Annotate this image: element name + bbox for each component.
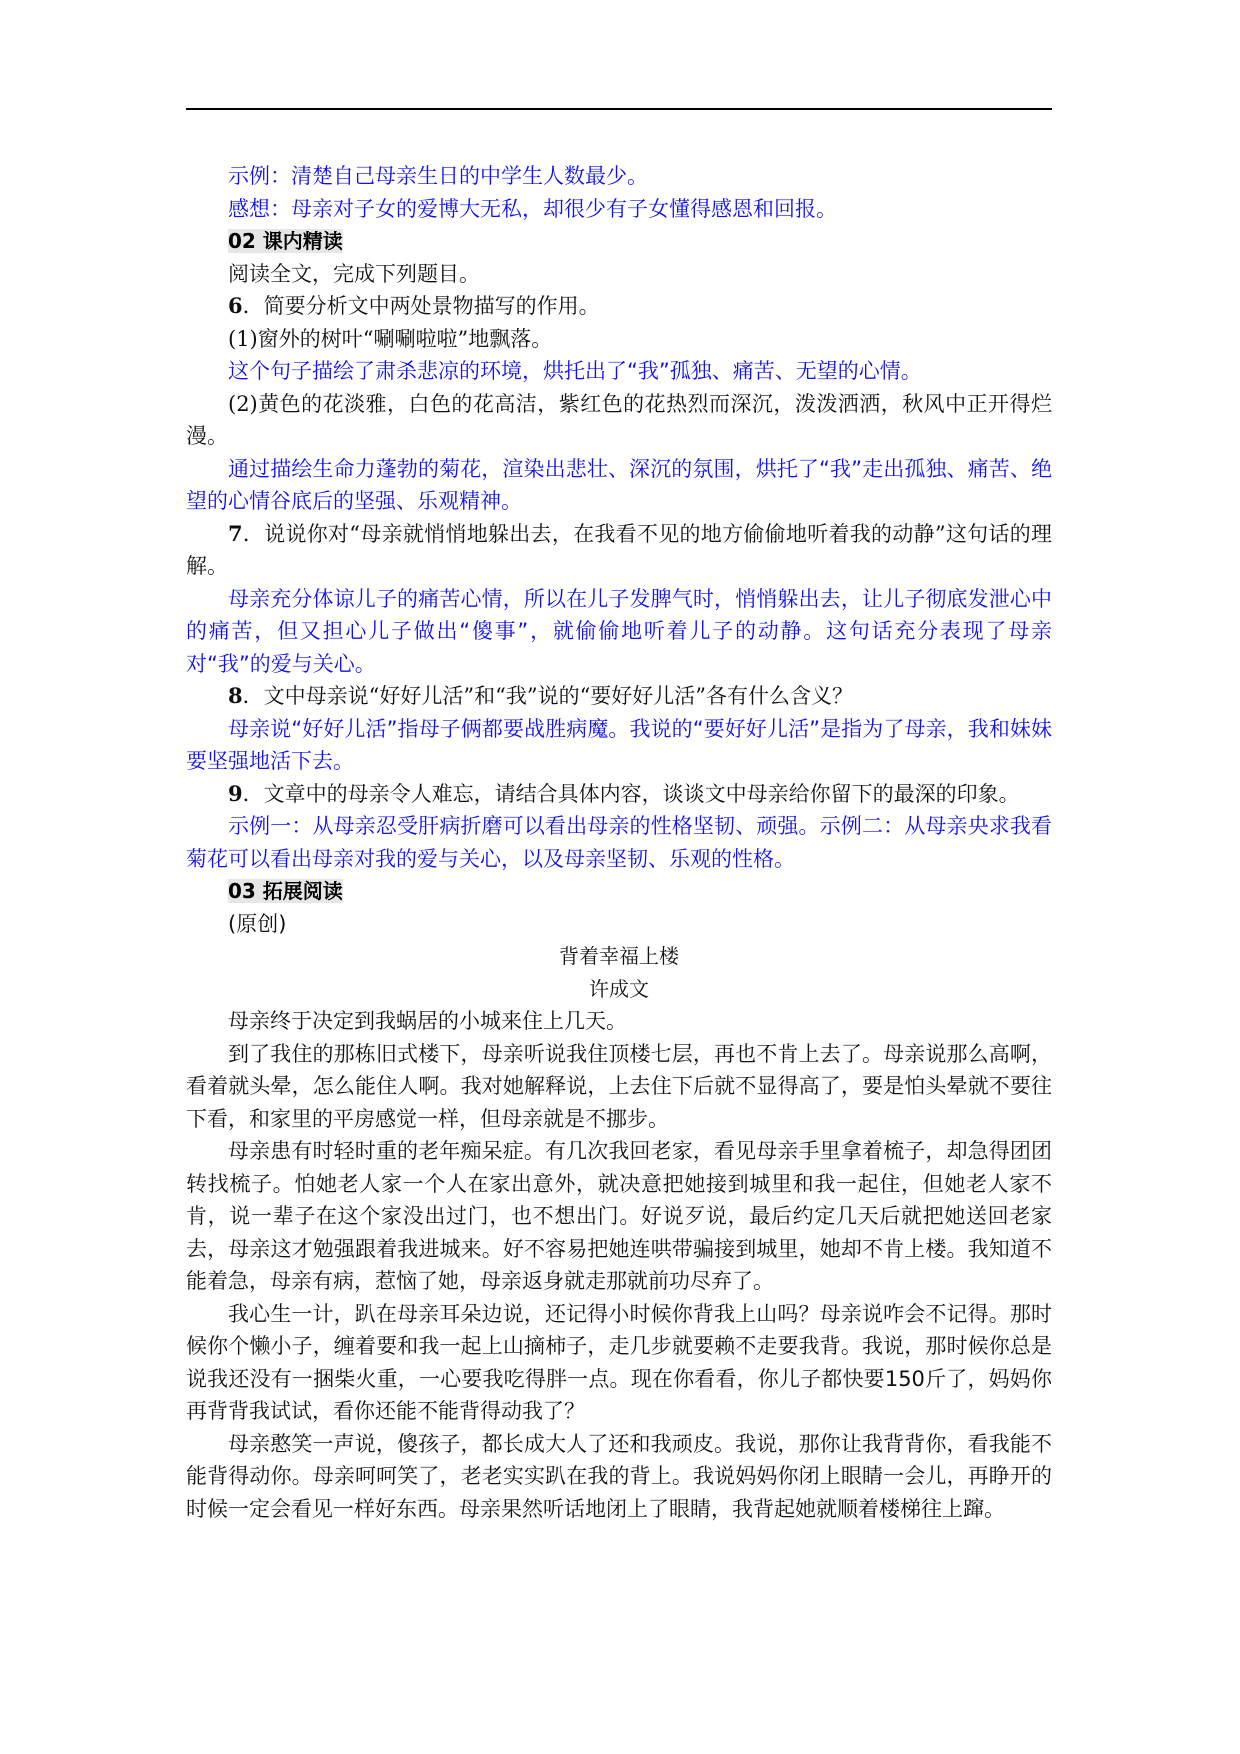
article-paragraph: 母亲终于决定到我蜗居的小城来住上几天。 <box>228 1009 627 1033</box>
article-title: 背着幸福上楼 <box>559 944 679 968</box>
question-8 <box>186 680 1052 713</box>
section-heading-3 <box>186 875 1052 908</box>
answer-6-2: 通过描绘生命力蓬勃的菊花，渲染出悲壮、深沉的氛围，烘托了“我”走出孤独、痛苦、绝望的心情谷底后的坚强、乐观精神。 <box>186 456 1052 513</box>
intro-feeling: 感想：母亲对子女的爱博大无私，却很少有子女懂得感恩和回报。 <box>228 196 837 221</box>
header-rule <box>186 108 1052 110</box>
article-author: 许成文 <box>589 976 649 1001</box>
section-heading-3-text: 03 拓展阅读 <box>228 879 343 903</box>
question-9 <box>186 778 1052 811</box>
intro-example: 示例：清楚自己母亲生日的中学生人数最少。 <box>228 164 648 188</box>
question-6-text: ．简要分析文中两处景物描写的作用。 <box>242 294 600 318</box>
question-7 <box>186 518 1052 583</box>
instruction: 阅读全文，完成下列题目。 <box>228 261 480 286</box>
question-8-number: 8 <box>228 683 243 708</box>
answer-6-1: 这个句子描绘了肃杀悲凉的环境，烘托出了“我”孤独、痛苦、无望的心情。 <box>228 359 922 383</box>
question-6 <box>186 290 1052 323</box>
question-7-text: ．说说你对“母亲就悄悄地躲出去，在我看不见的地方偷偷地听着我的动静”这句话的理解。 <box>186 521 1052 578</box>
section-heading-2-text: 02 课内精读 <box>228 229 343 253</box>
article-paragraph: 我心生一计，趴在母亲耳朵边说，还记得小时候你背我上山吗？母亲说咋会不记得。那时候你个懒小子，缠着要和我一起上山摘柿子，走几步就要赖不走要我背。我说，那时候你总是说我还没有一捆柴火重，一心要我吃得胖一点。现在你看看，你儿子都快要150斤了，妈妈你再背背我试试，看你还能不能背得动我了？ <box>186 1301 1052 1423</box>
question-6-1: (1)窗外的树叶“唰唰啦啦”地飘落。 <box>228 326 553 351</box>
article-paragraph: 母亲患有时轻时重的老年痴呆症。有几次我回老家，看见母亲手里拿着梳子，却急得团团转找梳子。怕她老人家一个人在家出意外，就决意把她接到城里和我一起住，但她老人家不肯，说一辈子在这个家没出过门，也不想出门。好说歹说，最后约定几天后就把她送回老家去，母亲这才勉强跟着我进城来。好不容易把她连哄带骗接到城里，她却不肯上楼。我知道不能着急，母亲有病，惹恼了她，母亲返身就走那就前功尽弃了。 <box>186 1139 1052 1293</box>
source-note: (原创) <box>228 911 287 936</box>
question-9-text: ．文章中的母亲令人难忘，请结合具体内容，谈谈文中母亲给你留下的最深的印象。 <box>242 781 1020 806</box>
article-paragraph: 母亲憨笑一声说，傻孩子，都长成大人了还和我顽皮。我说，那你让我背背你，看我能不能背得动你。母亲呵呵笑了，老老实实趴在我的背上。我说妈妈你闭上眼睛一会儿，再睁开的时候一定会看见一样好东西。母亲果然听话地闭上了眼睛，我背起她就顺着楼梯往上蹿。 <box>186 1431 1052 1521</box>
answer-7: 母亲充分体谅儿子的痛苦心情，所以在儿子发脾气时，悄悄躲出去，让儿子彻底发泄心中的痛苦，但又担心儿子做出“傻事”，就偷偷地听着儿子的动静。这句话充分表现了母亲对“我”的爱与关心。 <box>186 586 1052 676</box>
question-8-text: ．文中母亲说“好好儿活”和“我”说的“要好好儿活”各有什么含义？ <box>242 684 854 708</box>
document-body <box>186 160 1052 1525</box>
section-heading-2 <box>186 225 1052 258</box>
article-paragraph: 到了我住的那栋旧式楼下，母亲听说我住顶楼七层，再也不肯上去了。母亲说那么高啊，看着就头晕，怎么能住人啊。我对她解释说，上去住下后就不显得高了，要是怕头晕就不要往下看，和家里的平房感觉一样，但母亲就是不挪步。 <box>186 1041 1052 1131</box>
question-9-number: 9 <box>228 780 243 806</box>
answer-9: 示例一：从母亲忍受肝病折磨可以看出母亲的性格坚韧、顽强。示例二：从母亲央求我看菊花可以看出母亲对我的爱与关心，以及母亲坚韧、乐观的性格。 <box>186 814 1052 871</box>
question-7-number: 7 <box>228 520 243 546</box>
question-6-2: (2)黄色的花淡雅，白色的花高洁，紫红色的花热烈而深沉，泼泼洒洒，秋风中正开得烂漫。 <box>186 391 1052 448</box>
question-6-number: 6 <box>228 293 243 318</box>
answer-8: 母亲说“好好儿活”指母子俩都要战胜病魔。我说的“要好好儿活”是指为了母亲，我和妹妹要坚强地活下去。 <box>186 716 1052 773</box>
